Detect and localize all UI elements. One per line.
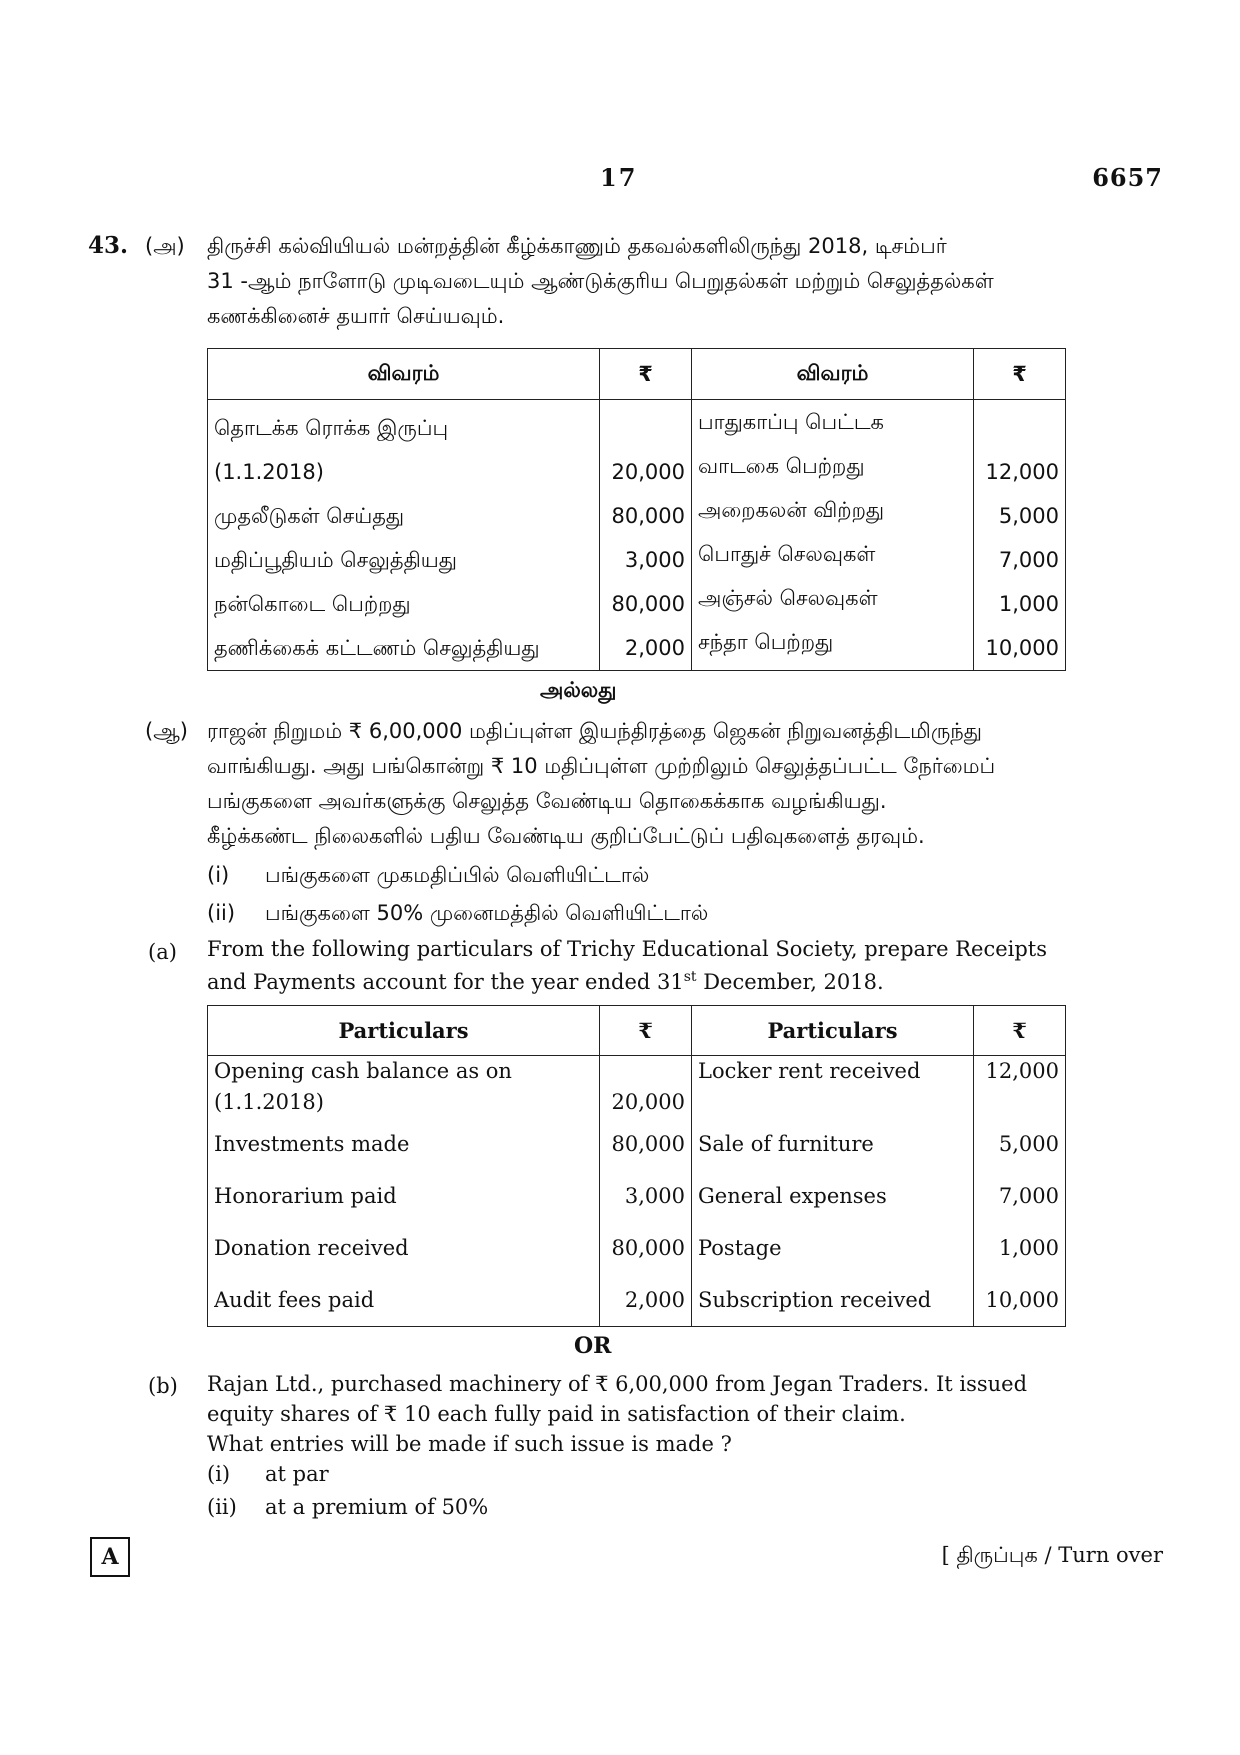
text-line: ராஜன் நிறுமம் ₹ 6,00,000 மதிப்புள்ள இயந்திரத்தை ஜெகன் நிறுவனத்திடமிருந்து [207,719,982,743]
text-line: கணக்கினைச் தயார் செய்யவும். [207,304,505,328]
cell: அஞ்சல் செலவுகள் [698,586,878,610]
cell: 7,000 [998,548,1059,572]
cell: நன்கொடை பெற்றது [214,592,411,616]
option-b-tamil-label: (ஆ) [145,719,188,743]
column-header: ₹ [600,1006,692,1056]
sub-item-number: (ii) [207,1495,237,1519]
table-body [208,400,1066,671]
text-line: பங்குகளை அவர்களுக்கு செலுத்த வேண்டிய தொகைக்காக வழங்கியது. [207,789,887,813]
question-number: 43. [88,232,129,259]
cell: 10,000 [985,1288,1059,1312]
cell: சந்தா பெற்றது [698,630,834,654]
cell: Sale of furniture [698,1132,874,1156]
cell: 80,000 [611,1236,685,1260]
cell [698,1087,967,1118]
column-header: ₹ [600,349,692,400]
cell: Opening cash balance as on [214,1059,512,1083]
column-header: ₹ [974,1006,1066,1056]
or-divider-tamil: அல்லது [540,678,617,702]
cell: Locker rent received [698,1059,921,1083]
cell: (1.1.2018) [214,460,324,484]
cell: 80,000 [611,504,685,528]
or-divider-english: OR [574,1333,612,1359]
option-a-tamil-label: (அ) [145,234,185,258]
cell: பாதுகாப்பு பெட்டக [698,410,884,434]
cell: Postage [698,1236,782,1260]
payments-amount-column [974,1056,1066,1327]
cell: 20,000 [611,1090,685,1114]
cell: (1.1.2018) [214,1090,324,1114]
cell: பொதுச் செலவுகள் [698,542,876,566]
option-a-english-text [207,935,1107,996]
table-header-row [208,1006,1066,1056]
option-b-tamil-text [207,714,1107,854]
table-body [208,1056,1066,1327]
sub-item-text: at par [265,1462,329,1486]
receipts-particulars-column [208,1056,600,1327]
superscript: st [683,969,697,985]
cell: Honorarium paid [214,1184,397,1208]
text-line [207,963,1107,996]
column-header: ₹ [974,349,1066,400]
cell: தொடக்க ரொக்க இருப்பு [214,416,449,440]
cell: 1,000 [998,592,1059,616]
cell: 12,000 [985,460,1059,484]
column-header: Particulars [692,1006,974,1056]
cell: தணிக்கைக் கட்டணம் செலுத்தியது [214,636,540,660]
cell: அறைகலன் விற்றது [698,498,885,522]
text-line: From the following particulars of Trichy Educational Society, prepare Receipts [207,937,1048,961]
text-line: கீழ்க்கண்ட நிலைகளில் பதிய வேண்டிய குறிப்பேட்டுப் பதிவுகளைத் தரவும். [207,824,925,848]
sub-item-number: (ii) [207,901,236,925]
cell: முதலீடுகள் செய்தது [214,504,405,528]
cell: 80,000 [611,592,685,616]
cell: 3,000 [624,1184,685,1208]
cell: 12,000 [985,1059,1059,1083]
option-a-tamil-text [207,229,1107,334]
cell [606,1056,685,1087]
sub-item-text: பங்குகளை 50% முனைமத்தில் வெளியிட்டால் [265,901,709,925]
text-line: வாங்கியது. அது பங்கொன்று ₹ 10 மதிப்புள்ள முற்றிலும் செலுத்தப்பட்ட நேர்மைப் [207,754,996,778]
cell: Investments made [214,1132,410,1156]
cell: 7,000 [998,1184,1059,1208]
option-b-english-label: (b) [148,1374,178,1398]
payments-amount-column [974,400,1066,671]
cell: Audit fees paid [214,1288,375,1312]
paper-code: 6657 [1092,163,1163,192]
cell: Donation received [214,1236,409,1260]
cell [606,406,685,450]
column-header: விவரம் [692,349,974,400]
cell: Subscription received [698,1288,932,1312]
text-line: Rajan Ltd., purchased machinery of ₹ 6,00,000 from Jegan Traders. It issued [207,1372,1028,1396]
option-b-english-text [207,1369,1107,1459]
cell: General expenses [698,1184,887,1208]
cell: மதிப்பூதியம் செலுத்தியது [214,548,457,572]
page-number: 17 [600,163,638,192]
cell [980,406,1059,450]
receipts-payments-table-tamil [207,348,1066,671]
sub-item-number: (i) [207,1462,231,1486]
sub-item-text: பங்குகளை முகமதிப்பில் வெளியிட்டால் [265,863,650,887]
cell: 2,000 [624,1288,685,1312]
cell: 20,000 [611,460,685,484]
cell [980,1087,1059,1118]
cell: 5,000 [998,1132,1059,1156]
sub-item-number: (i) [207,863,230,887]
payments-particulars-column [692,400,974,671]
cell: 2,000 [624,636,685,660]
version-box: A [90,1537,130,1577]
cell: 5,000 [998,504,1059,528]
cell: வாடகை பெற்றது [698,454,865,478]
turn-over-note: [ திருப்புக / Turn over [941,1543,1163,1567]
text-line: திருச்சி கல்வியியல் மன்றத்தின் கீழ்க்காணும் தகவல்களிலிருந்து 2018, டிசம்பர் [207,234,947,258]
text-segment: and Payments account for the year ended 31 [207,970,684,994]
receipts-amount-column [600,400,692,671]
text-line: 31 -ஆம் நாளோடு முடிவடையும் ஆண்டுக்குரிய பெறுதல்கள் மற்றும் செலுத்தல்கள் [207,269,994,293]
cell: 1,000 [998,1236,1059,1260]
cell: 10,000 [985,636,1059,660]
text-segment: December, 2018. [696,970,884,994]
column-header: விவரம் [208,349,600,400]
receipts-payments-table-english [207,1005,1066,1327]
text-line: What entries will be made if such issue is made ? [207,1432,732,1456]
column-header: Particulars [208,1006,600,1056]
receipts-amount-column [600,1056,692,1327]
table-header-row [208,349,1066,400]
text-line: equity shares of ₹ 10 each fully paid in satisfaction of their claim. [207,1402,906,1426]
option-a-english-label: (a) [148,940,177,964]
receipts-particulars-column [208,400,600,671]
payments-particulars-column [692,1056,974,1327]
cell: 80,000 [611,1132,685,1156]
cell: 3,000 [624,548,685,572]
sub-item-text: at a premium of 50% [265,1495,489,1519]
